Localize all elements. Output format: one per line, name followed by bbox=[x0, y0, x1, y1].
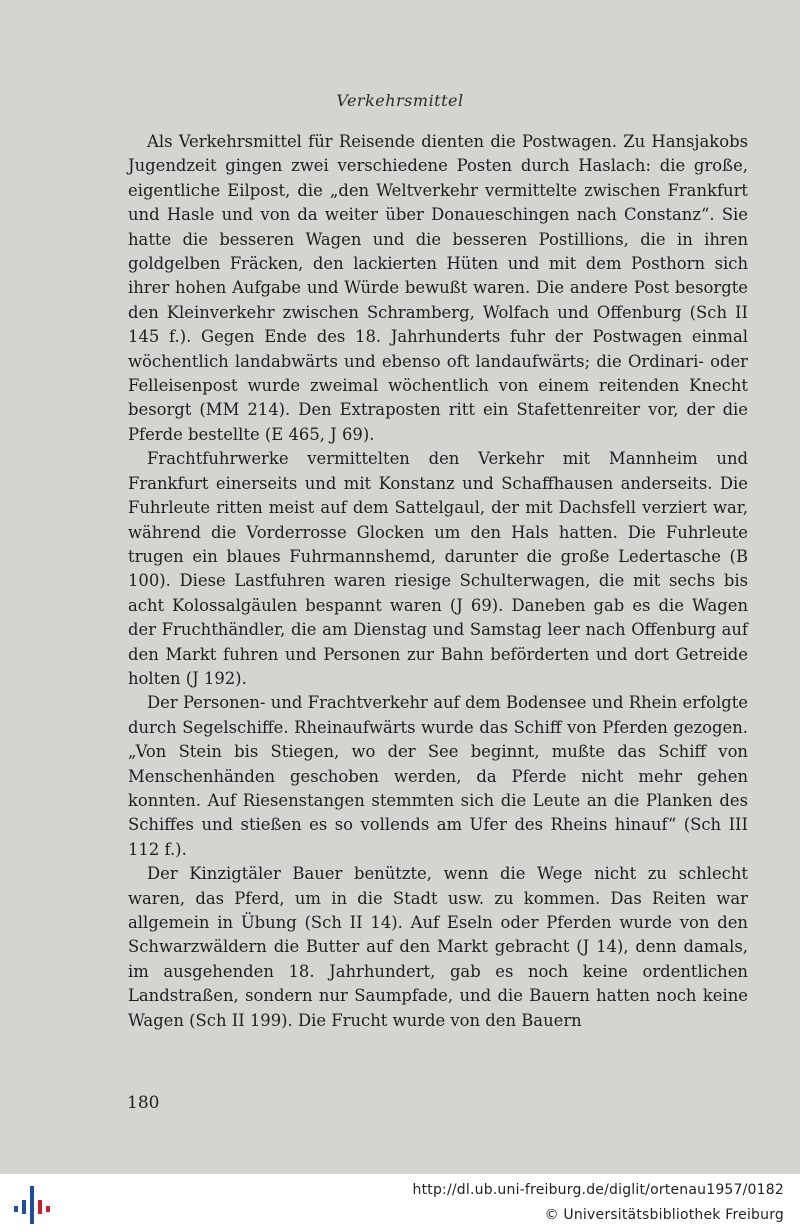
footer-bar bbox=[0, 1174, 800, 1232]
ub-freiburg-logo-icon bbox=[12, 1182, 52, 1226]
page-number: 180 bbox=[127, 1093, 160, 1113]
body-text bbox=[128, 130, 748, 1033]
paragraph-4: Der Kinzigtäler Bauer benützte, wenn die Wege nicht zu schlecht waren, das Pferd, um in die Stadt usw. zu kommen. Das Reiten war allgemein in Übung (Sch II 14). Auf Eseln oder Pferden wurde von den Schwarzwäldern die Butter auf den Markt gebracht (J 14), denn damals, im ausgehenden 18. Jahrhundert, gab es noch keine ordentlichen Landstraßen, sondern nur Saumpfade, und die Bauern hatten noch keine Wagen (Sch II 199). Die Frucht wurde von den Bauern bbox=[128, 864, 748, 1030]
permalink-url-link[interactable]: http://dl.ub.uni-freiburg.de/diglit/ortenau1957/0182 bbox=[412, 1182, 784, 1198]
paragraph-1: Als Verkehrsmittel für Reisende dienten die Postwagen. Zu Hansjakobs Jugendzeit gingen zwei verschiedene Posten durch Haslach: die große, eigentliche Eilpost, die „den Weltverkehr vermittelte zwischen Frankfurt und Hasle und von da weiter über Donaueschingen nach Constanz“. Sie hatte die besseren Wagen und die besseren Postillions, die in ihren goldgelben Fräcken, den lackierten Hüten und mit dem Posthorn sich ihrer hohen Aufgabe und Würde bewußt waren. Die andere Post besorgte den Kleinverkehr zwischen Schramberg, Wolfach und Offenburg (Sch II 145 f.). Gegen Ende des 18. Jahrhunderts fuhr der Postwagen einmal wöchentlich landabwärts und ebenso oft landaufwärts; die Ordinari- oder Felleisenpost wurde zweimal wöchentlich von einem reitenden Knecht besorgt (MM 214). Den Extraposten ritt ein Stafettenreiter vor, der die Pferde bestellte (E 465, J 69). bbox=[128, 132, 748, 444]
copyright-text: © Universitätsbibliothek Freiburg bbox=[544, 1207, 784, 1223]
paragraph-3: Der Personen- und Frachtverkehr auf dem Bodensee und Rhein erfolgte durch Segelschiffe. Rheinaufwärts wurde das Schiff von Pferden gezogen. „Von Stein bis Stiegen, wo der See beginnt, mußte das Schiff von Menschenhänden geschoben werden, da Pferde nicht mehr gehen konnten. Auf Riesenstangen stemmten sich die Leute an die Planken des Schiffes und stießen es so vollends am Ufer des Rheins hinauf“ (Sch III 112 f.). bbox=[128, 693, 748, 859]
running-head: Verkehrsmittel bbox=[336, 91, 464, 110]
paragraph-2: Frachtfuhrwerke vermittelten den Verkehr mit Mannheim und Frankfurt einerseits und mit Konstanz und Schaffhausen anderseits. Die Fuhrleute ritten meist auf dem Sattelgaul, der mit Dachsfell verziert war, während die Vorderrosse Glocken um den Hals hatten. Die Fuhrleute trugen ein blaues Fuhrmannshemd, darunter die große Ledertasche (B 100). Diese Lastfuhren waren riesige Schulterwagen, die mit sechs bis acht Kolossalgäulen bespannt waren (J 69). Daneben gab es die Wagen der Fruchthändler, die am Dienstag und Samstag leer nach Offenburg auf den Markt fuhren und Personen zur Bahn beförderten und dort Getreide holten (J 192). bbox=[128, 449, 748, 688]
